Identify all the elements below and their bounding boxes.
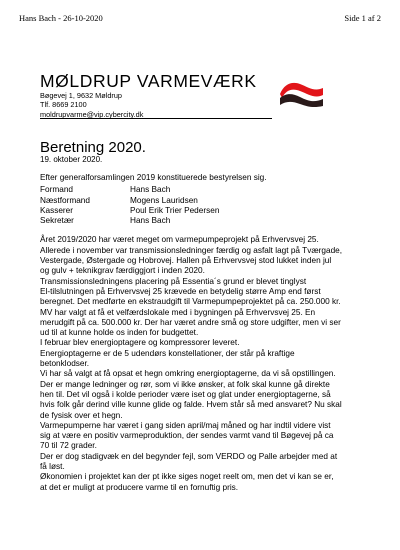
board-member: Mogens Lauridsen xyxy=(130,195,198,205)
body-line: Året 2019/2020 har været meget om varmepumpeprojekt på Erhvervsvej 25. xyxy=(40,235,319,245)
board-list xyxy=(40,185,365,226)
body-line: Energioptagerne er de 5 udendørs konstellationer, der står på kraftige xyxy=(40,348,295,358)
body-line: hen til. Det vil også i kolde perioder være iset og glat under energioptagerne, så xyxy=(40,389,331,399)
report-body xyxy=(40,173,365,493)
body-line: og gulv + teknikgrav færdiggjort i inden 2020. xyxy=(40,266,205,276)
body-line: få løst. xyxy=(40,462,65,472)
company-email: moldrupvarme@vip.cybercity.dk xyxy=(40,109,144,119)
body-line: de fysisk over et hegn. xyxy=(40,410,123,420)
report-date: 19. oktober 2020. xyxy=(40,155,103,164)
body-line: at det er muligt at producere varme til en fornuftig pris. xyxy=(40,482,239,492)
body-line: Allerede i november var transmissionsledninger færdig og asfalt lagt på Tværgade, xyxy=(40,245,343,255)
board-member: Hans Bach xyxy=(130,185,171,195)
body-line: betonklodser. xyxy=(40,359,90,369)
body-line: Varmepumperne har været i gang siden april/maj måned og har indtil videre vist xyxy=(40,420,331,430)
board-member: Hans Bach xyxy=(130,216,171,226)
board-role: Kasserer xyxy=(40,205,74,215)
header-page-number: Side 1 af 2 xyxy=(344,13,381,23)
body-line: Vi har så valgt at få opsat et hegn omkring energioptagerne, da vi så opstillingen. xyxy=(40,369,336,379)
body-line: Der er dog stadigvæk en del begynder fejl, som VERDO og Palle arbejder med at xyxy=(40,451,338,461)
board-row xyxy=(40,206,365,216)
board-row xyxy=(40,216,365,226)
company-address-block xyxy=(40,91,143,119)
body-line: 70 til 72 grader. xyxy=(40,441,97,451)
header-author-date: Hans Bach - 26-10-2020 xyxy=(19,13,103,23)
company-phone: Tlf. 8669 2100 xyxy=(40,100,87,110)
body-line: sig at være en positiv varmeproduktion, der sendes varmt vand til Bøgevej på ca xyxy=(40,431,334,441)
body-line: beregnet. Det medførte en ekstraudgift til Varmepumpeprojektet på ca. 250.000 kr. xyxy=(40,297,341,307)
body-line: I februar blev energioptagere og kompressorer leveret. xyxy=(40,338,240,348)
intro-text: Efter generalforsamlingen 2019 konstituerede bestyrelsen sig. xyxy=(40,173,267,182)
company-logo xyxy=(278,78,324,108)
board-role: Sekretær xyxy=(40,216,74,226)
body-line: Der er mange ledninger og rør, som vi ikke ønsker, at folk skal kunne gå direkte xyxy=(40,379,330,389)
board-role: Formand xyxy=(40,185,74,195)
body-line: Vestergade, Østergade og Hobrovej. Hallen på Erhvervsvej stod lukket inden jul xyxy=(40,256,332,266)
company-name: MØLDRUP VARMEVÆRK xyxy=(40,71,257,91)
board-row xyxy=(40,196,365,206)
body-line: Økonomien i projektet kan der pt ikke siges noget reelt om, men det vi kan se er, xyxy=(40,472,334,482)
board-role: Næstformand xyxy=(40,195,90,205)
letterhead-divider xyxy=(40,118,272,119)
board-member: Poul Erik Trier Pedersen xyxy=(130,205,220,215)
body-line: merudgift på ca. 500.000 kr. Der har været andre små og store udgifter, men vi ser xyxy=(40,317,341,327)
report-title: Beretning 2020. xyxy=(40,139,146,156)
page-header xyxy=(19,13,381,23)
body-line: Transmissionsledningens placering på Essentia´s grund er blevet tinglyst xyxy=(40,276,307,286)
company-address: Bøgevej 1, 9632 Møldrup xyxy=(40,91,122,100)
body-line: ud til at kunne holde os inden for budgettet. xyxy=(40,328,199,338)
body-line: hvis folk går derind ville kunne glide og falde. Hvem står så med ansvaret? Nu skal xyxy=(40,400,342,410)
body-line: El-tilslutningen på Erhvervsvej 25 krævede en betydelig større Amp end først xyxy=(40,286,321,296)
body-line: MV har valgt at få et velfærdslokale med i bygningen på Erhvervsvej 25. En xyxy=(40,307,316,317)
board-row xyxy=(40,185,365,195)
